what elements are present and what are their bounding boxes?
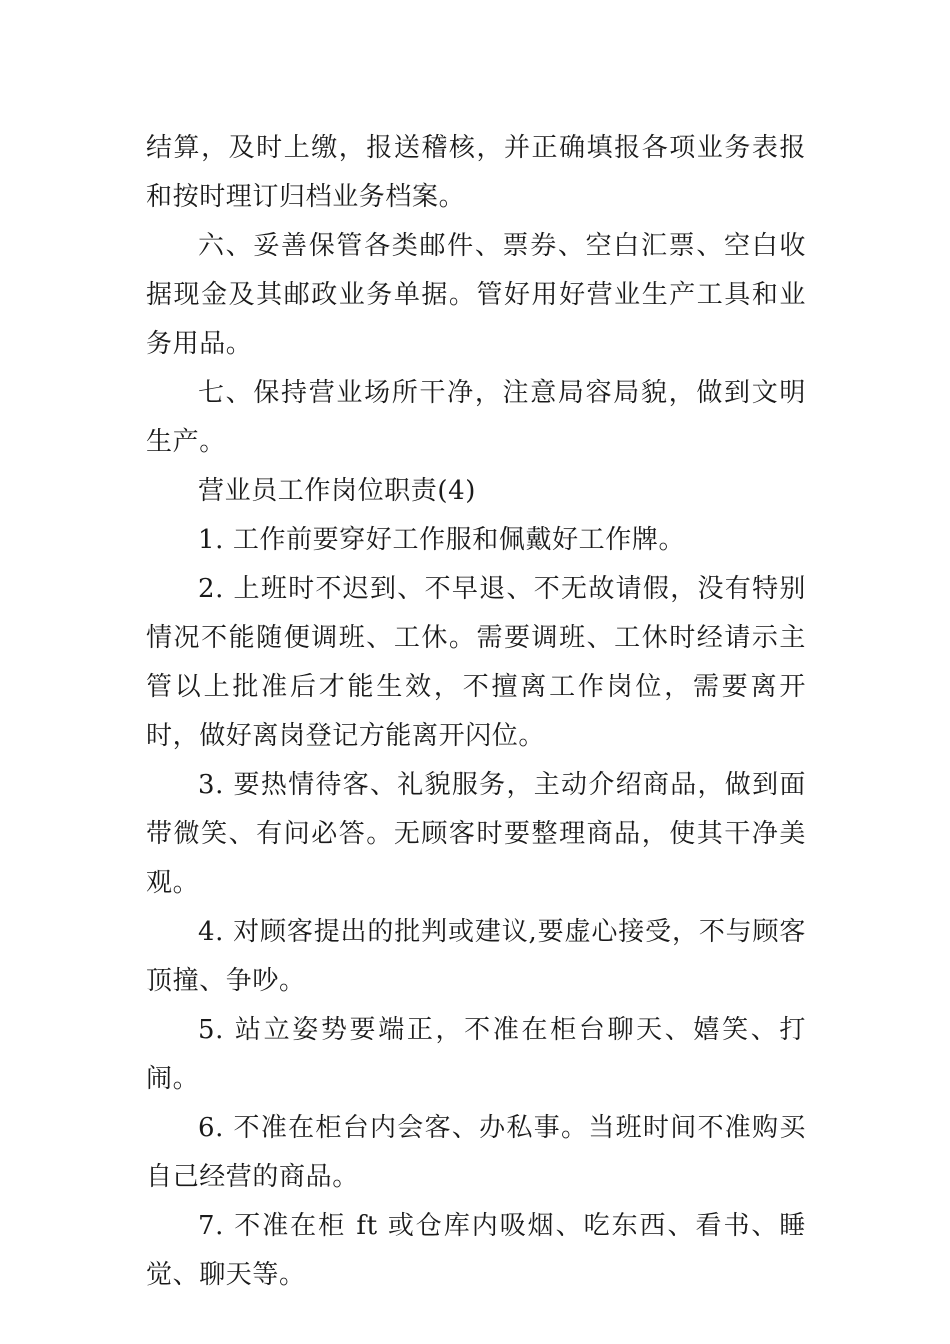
- list-item-3: 3. 要热情待客、礼貌服务，主动介绍商品，做到面带微笑、有问必答。无顾客时要整理商品，使其干净美观。: [146, 770, 806, 898]
- list-item-5: 5. 站立姿势要端正，不准在柜台聊天、嬉笑、打闹。: [146, 1015, 806, 1094]
- list-item-4: 4. 对顾客提出的批判或建议,要虚心接受，不与顾客顶撞、争吵。: [146, 917, 806, 996]
- document-body: [146, 124, 806, 1300]
- paragraph-item-six: 六、妥善保管各类邮件、票券、空白汇票、空白收据现金及其邮政业务单据。管好用好营业生产工具和业务用品。: [146, 231, 806, 359]
- list-item-6: 6. 不准在柜台内会客、办私事。当班时间不准购买自己经营的商品。: [146, 1113, 806, 1192]
- list-item-1: 1. 工作前要穿好工作服和佩戴好工作牌。: [198, 525, 686, 555]
- paragraph-item-seven: 七、保持营业场所干净，注意局容局貌，做到文明生产。: [146, 378, 806, 457]
- list-item-7: 7. 不准在柜 ft 或仓库内吸烟、吃东西、看书、睡觉、聊天等。: [146, 1211, 806, 1290]
- list-item-2: 2. 上班时不迟到、不早退、不无故请假，没有特别情况不能随便调班、工休。需要调班、工休时经请示主管以上批准后才能生效，不擅离工作岗位，需要离开时，做好离岗登记方能离开闪位。: [146, 574, 806, 751]
- section-heading: 营业员工作岗位职责(4): [198, 476, 477, 506]
- paragraph-settlement: 结算，及时上缴，报送稽核，并正确填报各项业务表报和按时理订归档业务档案。: [146, 133, 806, 212]
